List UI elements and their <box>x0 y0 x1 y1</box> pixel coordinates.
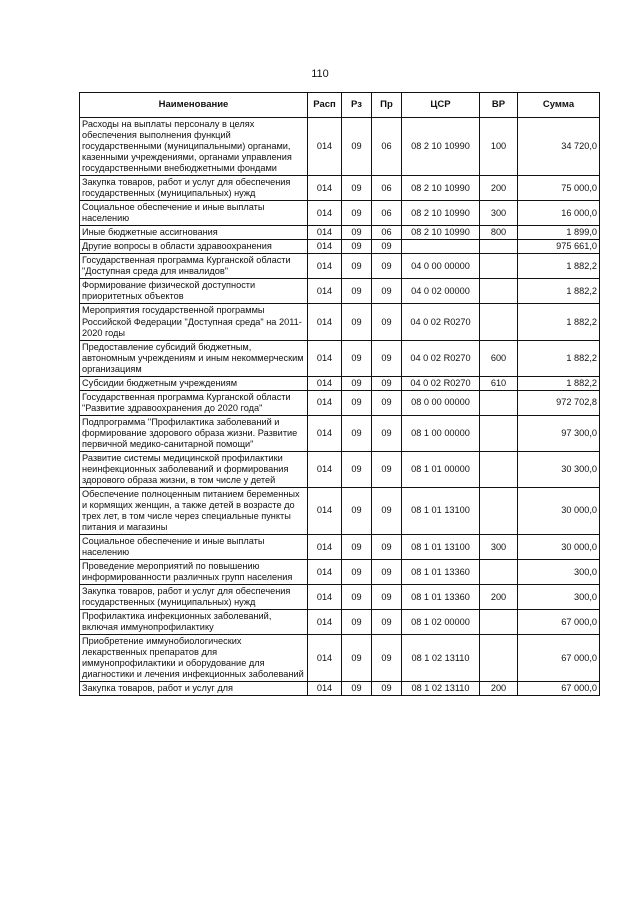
cell-rz: 09 <box>342 304 372 340</box>
cell-name: Приобретение иммунобиологических лекарственных препаратов для иммунопрофилактики и оборудование для диагностики и лечения инфекционных заболеваний <box>80 635 308 682</box>
cell-csr: 08 1 02 13110 <box>402 682 480 696</box>
cell-sum: 97 300,0 <box>518 415 600 451</box>
cell-pr: 09 <box>372 254 402 279</box>
cell-rasp: 014 <box>308 254 342 279</box>
cell-rz: 09 <box>342 390 372 415</box>
cell-sum: 1 882,2 <box>518 340 600 376</box>
header-pr: Пр <box>372 93 402 118</box>
cell-vr <box>480 254 518 279</box>
cell-rz: 09 <box>342 201 372 226</box>
cell-pr: 09 <box>372 279 402 304</box>
table-row <box>80 682 600 696</box>
cell-name: Закупка товаров, работ и услуг для <box>80 682 308 696</box>
cell-vr: 100 <box>480 118 518 176</box>
table-row <box>80 376 600 390</box>
cell-vr <box>480 304 518 340</box>
cell-name: Государственная программа Курганской области "Доступная среда для инвалидов" <box>80 254 308 279</box>
cell-name: Проведение мероприятий по повышению информированности различных групп населения <box>80 560 308 585</box>
cell-sum: 1 882,2 <box>518 254 600 279</box>
cell-rasp: 014 <box>308 560 342 585</box>
cell-name: Закупка товаров, работ и услуг для обеспечения государственных (муниципальных) нужд <box>80 176 308 201</box>
cell-rz: 09 <box>342 176 372 201</box>
cell-sum: 300,0 <box>518 585 600 610</box>
cell-pr: 09 <box>372 610 402 635</box>
cell-vr: 610 <box>480 376 518 390</box>
cell-sum: 16 000,0 <box>518 201 600 226</box>
table-row <box>80 254 600 279</box>
cell-rz: 09 <box>342 118 372 176</box>
cell-name: Социальное обеспечение и иные выплаты населению <box>80 535 308 560</box>
header-vr: ВР <box>480 93 518 118</box>
table-row <box>80 585 600 610</box>
cell-sum: 30 000,0 <box>518 487 600 534</box>
cell-csr: 04 0 02 00000 <box>402 279 480 304</box>
cell-sum: 1 882,2 <box>518 304 600 340</box>
cell-sum: 34 720,0 <box>518 118 600 176</box>
cell-rz: 09 <box>342 682 372 696</box>
cell-vr <box>480 610 518 635</box>
cell-vr <box>480 635 518 682</box>
cell-sum: 67 000,0 <box>518 635 600 682</box>
cell-rasp: 014 <box>308 226 342 240</box>
cell-pr: 09 <box>372 451 402 487</box>
cell-vr <box>480 415 518 451</box>
cell-vr <box>480 390 518 415</box>
cell-rz: 09 <box>342 226 372 240</box>
cell-csr: 08 1 01 13100 <box>402 487 480 534</box>
table-row <box>80 279 600 304</box>
cell-rz: 09 <box>342 560 372 585</box>
cell-vr <box>480 451 518 487</box>
cell-rz: 09 <box>342 635 372 682</box>
cell-csr: 04 0 02 R0270 <box>402 304 480 340</box>
cell-rz: 09 <box>342 279 372 304</box>
cell-rz: 09 <box>342 451 372 487</box>
cell-rz: 09 <box>342 610 372 635</box>
table-row <box>80 535 600 560</box>
cell-csr: 08 1 01 13100 <box>402 535 480 560</box>
cell-rasp: 014 <box>308 535 342 560</box>
cell-pr: 06 <box>372 176 402 201</box>
cell-vr <box>480 560 518 585</box>
cell-rz: 09 <box>342 487 372 534</box>
cell-name: Субсидии бюджетным учреждениям <box>80 376 308 390</box>
cell-csr: 04 0 00 00000 <box>402 254 480 279</box>
cell-name: Расходы на выплаты персоналу в целях обеспечения выполнения функций государственными (муниципальными) органами, казенными учреждениями, органами управления государственными внебюджетными фондами <box>80 118 308 176</box>
cell-pr: 09 <box>372 682 402 696</box>
cell-csr: 04 0 02 R0270 <box>402 340 480 376</box>
cell-pr: 09 <box>372 240 402 254</box>
cell-csr: 08 1 02 00000 <box>402 610 480 635</box>
cell-rasp: 014 <box>308 176 342 201</box>
cell-sum: 1 882,2 <box>518 279 600 304</box>
cell-csr: 08 2 10 10990 <box>402 118 480 176</box>
cell-csr: 08 1 00 00000 <box>402 415 480 451</box>
cell-csr: 08 2 10 10990 <box>402 201 480 226</box>
header-rasp: Расп <box>308 93 342 118</box>
cell-rasp: 014 <box>308 118 342 176</box>
cell-sum: 1 882,2 <box>518 376 600 390</box>
cell-csr: 08 1 01 13360 <box>402 560 480 585</box>
cell-sum: 67 000,0 <box>518 682 600 696</box>
cell-csr: 08 1 02 13110 <box>402 635 480 682</box>
cell-sum: 30 300,0 <box>518 451 600 487</box>
cell-pr: 09 <box>372 635 402 682</box>
cell-csr: 08 1 01 13360 <box>402 585 480 610</box>
cell-csr: 08 1 01 00000 <box>402 451 480 487</box>
cell-vr: 300 <box>480 535 518 560</box>
cell-pr: 09 <box>372 304 402 340</box>
cell-csr <box>402 240 480 254</box>
header-rz: Рз <box>342 93 372 118</box>
cell-vr: 200 <box>480 176 518 201</box>
cell-sum: 75 000,0 <box>518 176 600 201</box>
table-row <box>80 340 600 376</box>
cell-name: Другие вопросы в области здравоохранения <box>80 240 308 254</box>
cell-rasp: 014 <box>308 635 342 682</box>
cell-rasp: 014 <box>308 376 342 390</box>
cell-rz: 09 <box>342 376 372 390</box>
cell-rasp: 014 <box>308 415 342 451</box>
cell-pr: 09 <box>372 535 402 560</box>
table-row <box>80 390 600 415</box>
cell-name: Подпрограмма "Профилактика заболеваний и формирование здорового образа жизни. Развитие первичной медико-санитарной помощи" <box>80 415 308 451</box>
cell-name: Мероприятия государственной программы Российской Федерации "Доступная среда" на 2011-2020 годы <box>80 304 308 340</box>
cell-rasp: 014 <box>308 240 342 254</box>
cell-sum: 300,0 <box>518 560 600 585</box>
cell-csr: 08 2 10 10990 <box>402 226 480 240</box>
cell-name: Иные бюджетные ассигнования <box>80 226 308 240</box>
cell-pr: 09 <box>372 340 402 376</box>
cell-csr: 08 2 10 10990 <box>402 176 480 201</box>
table-row <box>80 635 600 682</box>
cell-rz: 09 <box>342 254 372 279</box>
header-csr: ЦСР <box>402 93 480 118</box>
table-row <box>80 451 600 487</box>
table-row <box>80 304 600 340</box>
cell-name: Развитие системы медицинской профилактики неинфекционных заболеваний и формирования здорового образа жизни, в том числе у детей <box>80 451 308 487</box>
cell-vr: 300 <box>480 201 518 226</box>
cell-rz: 09 <box>342 535 372 560</box>
table-body <box>80 118 600 696</box>
table-row <box>80 176 600 201</box>
cell-rz: 09 <box>342 585 372 610</box>
cell-name: Формирование физической доступности приоритетных объектов <box>80 279 308 304</box>
cell-name: Обеспечение полноценным питанием беременных и кормящих женщин, а также детей в возрасте до трех лет, в том числе через специальные пункты питания и магазины <box>80 487 308 534</box>
cell-sum: 1 899,0 <box>518 226 600 240</box>
cell-vr <box>480 487 518 534</box>
table-row <box>80 118 600 176</box>
table-row <box>80 560 600 585</box>
cell-csr: 04 0 02 R0270 <box>402 376 480 390</box>
cell-pr: 09 <box>372 390 402 415</box>
cell-pr: 06 <box>372 201 402 226</box>
cell-rasp: 014 <box>308 201 342 226</box>
cell-rasp: 014 <box>308 304 342 340</box>
header-name: Наименование <box>80 93 308 118</box>
cell-name: Предоставление субсидий бюджетным, автономным учреждениям и иным некоммерческим организациям <box>80 340 308 376</box>
cell-name: Закупка товаров, работ и услуг для обеспечения государственных (муниципальных) нужд <box>80 585 308 610</box>
cell-rasp: 014 <box>308 279 342 304</box>
table-header-row <box>80 93 600 118</box>
cell-rasp: 014 <box>308 451 342 487</box>
cell-name: Социальное обеспечение и иные выплаты населению <box>80 201 308 226</box>
cell-pr: 06 <box>372 226 402 240</box>
cell-name: Профилактика инфекционных заболеваний, включая иммунопрофилактику <box>80 610 308 635</box>
cell-vr: 600 <box>480 340 518 376</box>
cell-rasp: 014 <box>308 610 342 635</box>
header-sum: Сумма <box>518 93 600 118</box>
cell-rasp: 014 <box>308 340 342 376</box>
cell-rasp: 014 <box>308 487 342 534</box>
cell-pr: 09 <box>372 376 402 390</box>
cell-rasp: 014 <box>308 585 342 610</box>
budget-table <box>79 92 600 696</box>
cell-rasp: 014 <box>308 682 342 696</box>
cell-vr <box>480 279 518 304</box>
cell-sum: 975 661,0 <box>518 240 600 254</box>
cell-pr: 06 <box>372 118 402 176</box>
table-row <box>80 201 600 226</box>
cell-vr: 800 <box>480 226 518 240</box>
cell-rz: 09 <box>342 340 372 376</box>
cell-pr: 09 <box>372 415 402 451</box>
cell-sum: 67 000,0 <box>518 610 600 635</box>
cell-name: Государственная программа Курганской области "Развитие здравоохранения до 2020 года" <box>80 390 308 415</box>
cell-pr: 09 <box>372 487 402 534</box>
table-row <box>80 226 600 240</box>
cell-pr: 09 <box>372 560 402 585</box>
table-row <box>80 415 600 451</box>
cell-vr: 200 <box>480 585 518 610</box>
cell-sum: 30 000,0 <box>518 535 600 560</box>
table-row <box>80 610 600 635</box>
cell-pr: 09 <box>372 585 402 610</box>
cell-rasp: 014 <box>308 390 342 415</box>
cell-rz: 09 <box>342 415 372 451</box>
cell-csr: 08 0 00 00000 <box>402 390 480 415</box>
cell-sum: 972 702,8 <box>518 390 600 415</box>
cell-vr <box>480 240 518 254</box>
cell-vr: 200 <box>480 682 518 696</box>
table-row <box>80 240 600 254</box>
cell-rz: 09 <box>342 240 372 254</box>
table-row <box>80 487 600 534</box>
page-number: 110 <box>311 68 329 80</box>
